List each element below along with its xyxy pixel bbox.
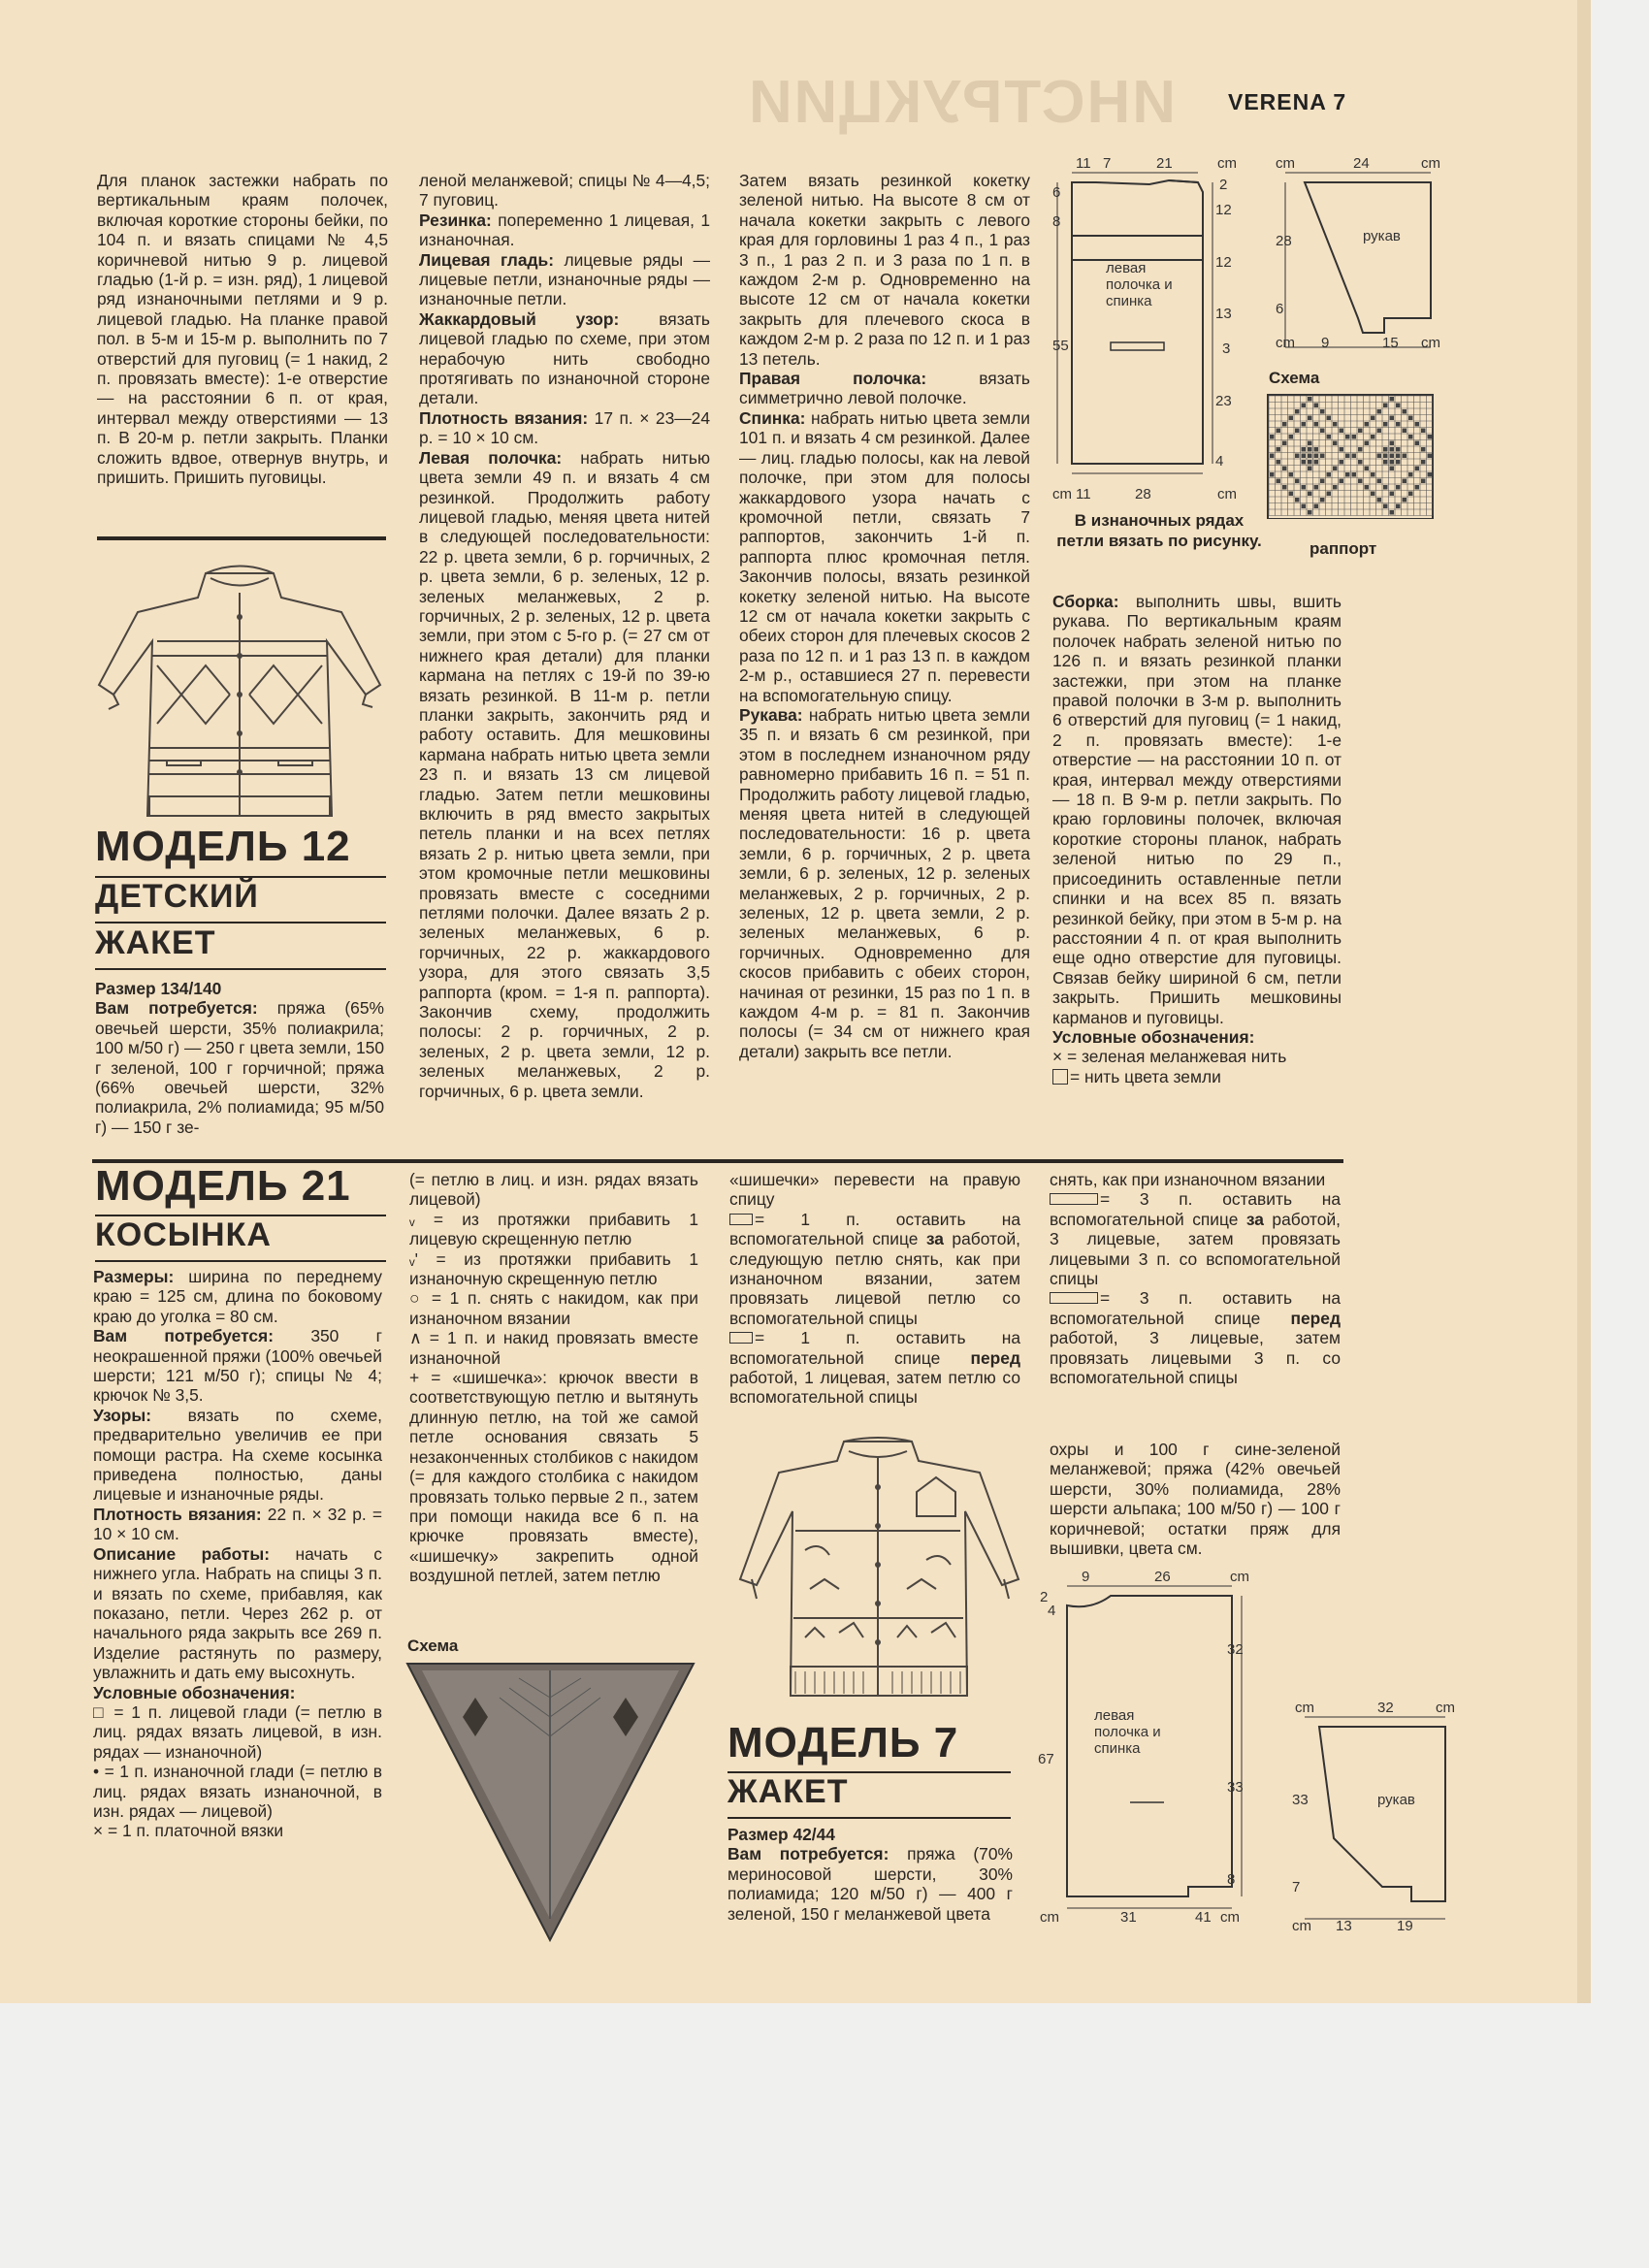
magazine-name: VERENA 7	[1228, 89, 1347, 114]
model12-knitting-text-col3: Затем вязать резинкой кокетку зеленой нитью. На высоте 8 см от начала кокетки закрыть с левого края для горловины 1 раз 4 п., 1 раз 3 п., 1 раз 2 п. и 3 раза по 1 п. в каждом 2-м р. Одновременно на высоте 12 см от начала кокетки закрыть для плечевого скоса в каждом 2-м р. 2 раза по 12 п. и 1 раз 13 петель. Правая полочка: вязать симметрично левой полочке. Спинка: набрать нитью цвета земли 101 п. и вязать 4 см резинкой. Далее — лиц. гладью полосы, как на левой полочке, при этом для полосы жаккардового узора начать с кромочной петли, связать 7 раппортов, закончить 1-й п. раппорта плюс кромочная петля. Закончив полосы, вязать резинкой кокетку зеленой нитью. На высоте 12 см от начала кокетки закрыть с обеих сторон для плечевых скосов 2 раза по 12 п. и 1 раз 13 п. в каждом 2-м р., оставшиеся 27 п. перевести на вспомогательную спицу. Рукава: набрать нитью цвета земли 35 п. и вязать 6 см резинкой, при этом в последнем изнаночном ряду равномерно прибавить 16 п. = 51 п. Продолжить работу лицевой гладью, меняя цвета нитей в следующей последовательности: 16 р. цвета земли, 6 р. горчичных, 2 р. цвета земли, 6 р. зеленых, 12 р. зеленых меланжевых, 2 р. горчичных, 2 р. зеленых, 12 р. цвета земли, 2 р. зеленых меланжевых, 6 р. горчичных. Одновременно для скосов прибавить с обеих сторон, начиная от резинки, 15 раз по 1 п. в каждом 4-м р. = 81 п. Закончив полосы (= 34 см от нижнего края детали) закрыть все петли.	[739, 171, 1030, 1061]
svg-text:2: 2	[1219, 177, 1228, 193]
svg-text:3: 3	[1222, 340, 1231, 357]
svg-text:19: 19	[1397, 1918, 1413, 1934]
svg-text:33: 33	[1292, 1792, 1309, 1808]
svg-text:11: 11	[1076, 486, 1091, 502]
svg-text:cm: cm	[1230, 1569, 1249, 1585]
shawl-chart	[403, 1659, 703, 1945]
svg-text:cm: cm	[1276, 335, 1295, 351]
svg-text:cm: cm	[1436, 1700, 1455, 1716]
svg-text:13: 13	[1215, 306, 1232, 322]
jacket-illustration	[713, 1434, 1048, 1720]
cable-right-symbol-icon	[729, 1332, 753, 1344]
scheme-heading: Схема	[1269, 369, 1320, 387]
svg-text:67: 67	[1038, 1751, 1054, 1767]
pattern-model7-sleeve	[1280, 1698, 1460, 1935]
svg-text:cm: cm	[1040, 1909, 1059, 1926]
cable3-left-symbol-icon	[1050, 1193, 1098, 1205]
svg-text:cm: cm	[1052, 486, 1072, 502]
svg-text:4: 4	[1215, 453, 1224, 470]
model12-size: Размер 134/140	[95, 979, 222, 998]
piece-label: левая полочка и спинка	[1106, 260, 1173, 309]
piece-label: левая полочка и спинка	[1094, 1707, 1161, 1757]
svg-text:32: 32	[1377, 1700, 1394, 1716]
svg-text:13: 13	[1336, 1918, 1352, 1934]
svg-text:12: 12	[1215, 202, 1232, 218]
model12-subtitle-2: ЖАКЕТ	[95, 924, 216, 961]
subtitle-underline	[728, 1817, 1011, 1819]
model7-title: МОДЕЛЬ 7	[728, 1719, 959, 1766]
model12-materials: Размер 134/140 Вам потребуется: пряжа (65% овечьей шерсти, 35% полиакрила; 100 м/50 г) — 250 г цвета земли, 150 г зеленой, 100 г горчичной; пряжа (66% овечьей шерсти, 32% полиакрила, 2% полиамида; 95 м/50 г) — 150 г зе-	[95, 979, 384, 1137]
cable-left-symbol-icon	[729, 1214, 753, 1225]
model21-text: Размеры: ширина по переднему краю = 125 см, длина по боковому краю до уголка = 80 см. Вам потребуется: 350 г неокрашенной пряжи (100% овечьей шерсти; 121 м/50 г); спицы № 4; крючок № 3,5. Узоры: вязать по схеме, предварительно увеличив ее при помощи растра. На схеме косынка приведена полностью, даны лицевые и изнаночные ряды. Плотность вязания: 22 п. × 32 р. = 10 × 10 см. Описание работы: начать с нижнего угла. Набрать на спицы 3 п. и вязать по схеме, прибавляя, как показано, петли. Через 262 р. от начального ряда закрыть все 269 п. Изделие растянуть по размеру, увлажнить и дать ему высохнуть. Условные обозначения: □ = 1 п. лицевой глади (= петлю в лиц. рядах вязать лицевой, в изн. рядах — изнаночной) • = 1 п. изнаночной глади (= петлю в лиц. рядах вязать изнаночной, в изн. рядах — лицевой) × = 1 п. платочной вязки	[93, 1267, 383, 1841]
page-edge	[1577, 0, 1591, 2003]
svg-text:7: 7	[1292, 1879, 1301, 1895]
svg-text:cm: cm	[1421, 335, 1440, 351]
section-rule	[97, 536, 386, 540]
ghost-section-title: ИНСТРУКЦИИ	[747, 69, 1176, 136]
svg-text:cm: cm	[1292, 1918, 1311, 1934]
subtitle-underline	[95, 1260, 386, 1262]
svg-text:55: 55	[1052, 338, 1069, 354]
svg-text:41: 41	[1195, 1909, 1212, 1926]
pattern-model7-front-back	[1038, 1567, 1261, 1930]
model7-subtitle: ЖАКЕТ	[728, 1773, 849, 1810]
svg-text:6: 6	[1052, 184, 1061, 201]
svg-text:cm: cm	[1295, 1700, 1314, 1716]
svg-text:15: 15	[1382, 335, 1399, 351]
chart-caption: В изнаночных рядах петли вязать по рисунку.	[1056, 511, 1262, 550]
model12-title: МОДЕЛЬ 12	[95, 823, 351, 870]
model12-subtitle-1: ДЕТСКИЙ	[95, 878, 259, 915]
model7-materials: Размер 42/44 Вам потребуется: пряжа (70% мериносовой шерсти, 30% полиамида; 120 м/50 г) — 400 г зеленой, 150 г меланжевой цвета	[728, 1825, 1013, 1924]
model21-legend-col4: снять, как при изнаночном вязании = 3 п. оставить на вспомогательной спице за работой, 3 лицевые, затем провязать лицевыми 3 п. со вспомогательной спицы = 3 п. оставить на вспомогательной спице перед работой, 3 лицевые, затем провязать лицевыми 3 п. со вспомогательной спицы	[1050, 1170, 1341, 1388]
pattern-sleeve	[1266, 153, 1440, 357]
svg-text:cm: cm	[1421, 155, 1440, 172]
cable3-right-symbol-icon	[1050, 1292, 1098, 1304]
svg-text:32: 32	[1227, 1641, 1244, 1658]
svg-text:33: 33	[1227, 1779, 1244, 1796]
model12-knitting-text-col2: леной меланжевой; спицы № 4—4,5; 7 пуговиц. Резинка: попеременно 1 лицевая, 1 изнаночная. Лицевая гладь: лицевые ряды — лицевые петли, изнаночные ряды — изнаночные петли. Жаккардовый узор: вязать лицевой гладью по схеме, при этом нерабочую нить свободно протягивать по изнаночной стороне детали. Плотность вязания: 17 п. × 23—24 р. = 10 × 10 см. Левая полочка: набрать нитью цвета земли 49 п. и вязать 4 см резинкой. Продолжить работу лицевой гладью, меняя цвета нитей в следующей последовательности: 22 р. цвета земли, 6 р. горчичных, 2 р. цвета земли, 6 р. зеленых, 12 р. зеленых меланжевых, 2 р. горчичных, 2 р. зеленых, 12 р. цвета земли, при этом с 5-го р. (= 27 см от нижнего края детали) для планки кармана на петлях с 19-й по 39-ю вязать резинкой. В 11-м р. петли планки закрыть, закончить ряд и работу оставить. Для мешковины кармана набрать нитью цвета земли 23 п. и вязать 13 см лицевой гладью. Затем петли мешковины включить в ряд вместо закрытых петель планки и на всех петлях вязать 2 р. нитью цвета земли, при этом кромочные петли мешковины провязать вместе с соседними петлями полочки. Далее вязать 2 р. зеленых меланжевых, 6 р. горчичных, 22 р. жаккардового узора, для этого связать 3,5 раппорта (кром. = 1-я п. раппорта). Закончив схему, продолжить полосы: 2 р. горчичных, 2 р. зеленых, 2 р. цвета земли, 12 р. зеленых меланжевых, 2 р. горчичных, 6 р. цвета земли.	[419, 171, 711, 1101]
svg-text:21: 21	[1156, 155, 1173, 172]
svg-text:31: 31	[1120, 1909, 1137, 1926]
svg-text:cm: cm	[1217, 155, 1237, 172]
svg-text:28: 28	[1276, 233, 1292, 249]
model21-subtitle: КОСЫНКА	[95, 1216, 272, 1253]
scheme-heading: Схема	[407, 1636, 459, 1655]
svg-text:12: 12	[1215, 254, 1232, 271]
empty-cell-icon	[1052, 1069, 1068, 1085]
svg-text:cm: cm	[1217, 486, 1237, 502]
svg-text:рукав: рукав	[1377, 1792, 1415, 1808]
svg-text:рукав: рукав	[1363, 228, 1401, 244]
model21-title: МОДЕЛЬ 21	[95, 1162, 351, 1210]
assembly-text: Сборка: выполнить швы, вшить рукава. По вертикальным краям полочек набрать зеленой нитью по 126 п. и вязать резинкой планки застежки, при этом на планке правой полочки в 3-м р. выполнить 6 отверстий для пуговиц (= 1 накид, 2 п. провязать вместе): 1-е отверстие — на расстоянии 10 п. от края, интервал между отверстиями — 18 п. В 9-м р. петли закрыть. По краю горловины полочек, включая короткие стороны планок, набрать зеленой нитью по 29 п., присоединить оставленные петли спинки и на всех 85 п. вязать резинкой бейку, при этом в 5-м р. на расстоянии 4 п. от края выполнить еще одно отверстие для пуговицы. Связав бейку шириной 6 см, петли закрыть. Пришить мешковины карманов и пуговицы. Условные обозначения: × = зеленая меланжевая нить = нить цвета земли	[1052, 592, 1342, 1086]
svg-text:cm: cm	[1276, 155, 1295, 172]
svg-text:23: 23	[1215, 393, 1232, 409]
svg-text:11: 11	[1076, 155, 1091, 172]
svg-text:24: 24	[1353, 155, 1370, 172]
svg-text:7: 7	[1103, 155, 1112, 172]
buttonband-instructions: Для планок застежки набрать по вертикальным краям полочек, включая короткие стороны бейки, по 104 п. и вязать спицами № 4,5 коричневой нитью 9 р. лицевой гладью (1-й р. = изн. ряд), 1 лицевой ряд изнаночными петлями и 9 р. лицевой гладью. На планке правой пол. в 5-м и 15-м р. выполнить по 7 отверстий для пуговиц (= 1 накид, 2 п. провязать вместе): 1-е отверстие — на расстоянии 6 п. от края, интервал между отверстиями — 13 п. В 20-м р. петли закрыть. Планки сложить вдвое, отвернув внутрь, и пришить. Пришить пуговицы.	[97, 171, 388, 488]
svg-text:9: 9	[1082, 1569, 1090, 1585]
rapport-label: раппорт	[1310, 539, 1377, 558]
subtitle-underline	[95, 922, 386, 923]
model21-legend-col2: (= петлю в лиц. и изн. рядах вязать лицевой) ᵥ = из протяжки прибавить 1 лицевую скрещенную петлю ᵥ' = из протяжки прибавить 1 изнаночную скрещенную петлю ○ = 1 п. снять с накидом, как при изнаночном вязании ∧ = 1 п. и накид провязать вместе изнаночной + = «шишечка»: крючок ввести в соответствующую петлю и вытянуть длинную петлю, на той же самой петле основания связать 5 незаконченных столбиков с накидом (= для каждого столбика с накидом провязать только первые 2 п., затем при помощи накида все 6 п. на крючке провязать вместе), «шишечку» закрепить одной воздушной петлей, затем петлю	[409, 1170, 698, 1586]
subtitle-underline	[95, 968, 386, 970]
svg-text:4: 4	[1048, 1603, 1056, 1619]
model21-legend-col3: «шишечки» перевести на правую спицу = 1 п. оставить на вспомогательной спице за работой, следующую петлю снять, как при изнаночном вязании, затем провязать лицевой петлю со вспомогательной спицы = 1 п. оставить на вспомогательной спице перед работой, 1 лицевая, затем петлю со вспомогательной спицы	[729, 1170, 1020, 1408]
svg-text:26: 26	[1154, 1569, 1171, 1585]
svg-text:cm: cm	[1220, 1909, 1240, 1926]
model7-yarn-continued: охры и 100 г сине-зеленой меланжевой; пряжа (42% овечьей шерсти, 30% полиамида, 28% шерсти альпака; 100 м/50 г) — 100 г коричневой; остатки пряж для вышивки, цвета см.	[1050, 1440, 1341, 1559]
svg-text:6: 6	[1276, 301, 1284, 317]
svg-text:2: 2	[1040, 1589, 1049, 1605]
svg-text:28: 28	[1135, 486, 1151, 502]
svg-text:9: 9	[1321, 335, 1330, 351]
svg-text:8: 8	[1052, 213, 1061, 230]
pattern-left-front-back	[1052, 153, 1242, 507]
jacquard-chart	[1266, 393, 1440, 519]
kids-jacket-illustration	[89, 549, 390, 826]
svg-text:8: 8	[1227, 1871, 1236, 1888]
